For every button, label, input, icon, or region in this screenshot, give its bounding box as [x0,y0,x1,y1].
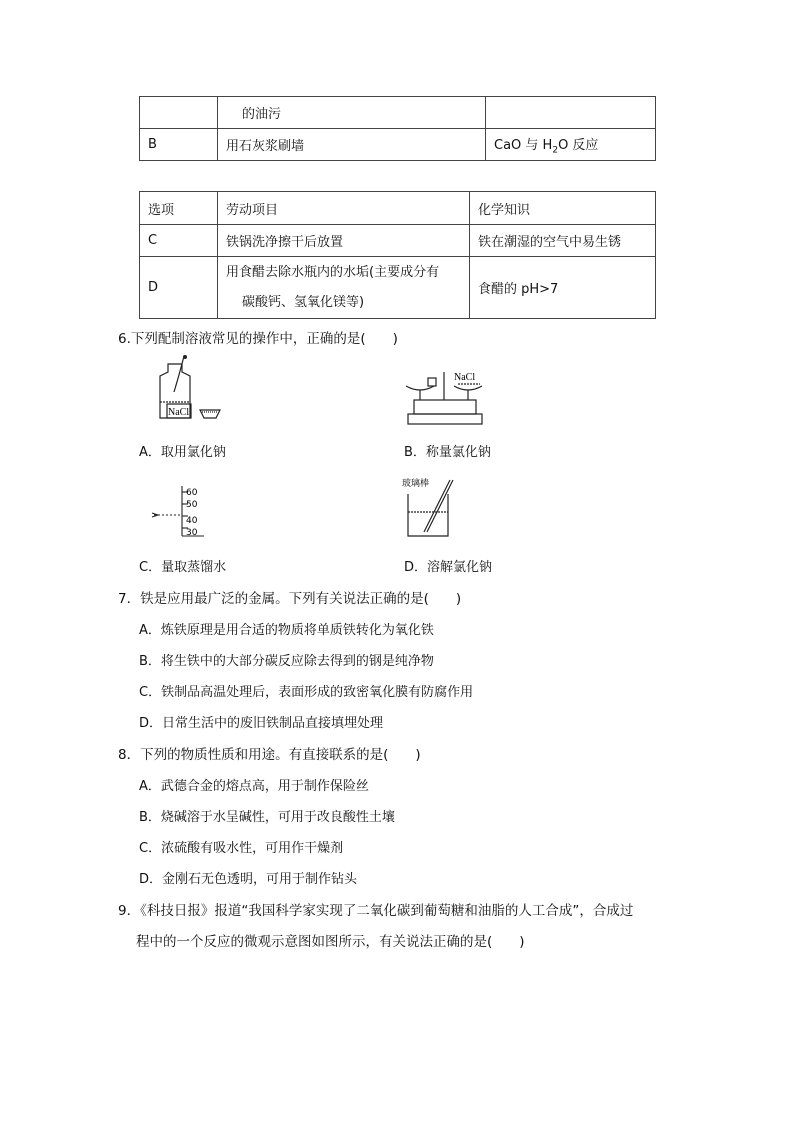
cell-task [218,257,470,319]
table-bottom [139,191,656,319]
q7-option-c: C．铁制品高温处理后，表面形成的致密氧化膜有防腐作用 [139,685,474,700]
caption-a: A．取用氯化钠 [139,445,226,460]
table-row [140,257,656,319]
q8-option-b: B．烧碱溶于水呈碱性，可用于改良酸性土壤 [139,810,395,825]
q7-option-a: A．炼铁原理是用合适的物质将单质铁转化为氧化铁 [139,623,434,638]
q8-option-d: D．金刚石无色透明，可用于制作钻头 [139,872,358,887]
subscript: 2 [552,145,559,156]
q9-stem-line2: 程中的一个反应的微观示意图如图所示，有关说法正确的是( ) [136,934,525,950]
task-line: 碳酸钙、氢氧化镁等) [242,294,365,310]
cell-knowledge: 铁在潮湿的空气中易生锈 [470,225,656,257]
cell-task: 的油污 [218,97,486,129]
q8-stem: 8．下列的物质性质和用途。有直接联系的是( ) [118,747,421,763]
figure-d-label: 玻璃棒 [402,479,430,489]
q7-option-d: D．日常生活中的废旧铁制品直接填埋处理 [139,716,384,731]
task-line: 用食醋去除水瓶内的水垢(主要成分有 [226,264,440,280]
table-row [140,97,656,129]
figure-b-balance [400,366,496,428]
cell-option [140,97,218,129]
cell-option: D [140,257,218,319]
table-row [140,129,656,161]
header-knowledge: 化学知识 [470,192,656,225]
caption-c: C．量取蒸馏水 [139,560,227,575]
tick-label: 50 [186,500,198,510]
table-header-row [140,192,656,225]
header-option: 选项 [140,192,218,225]
knowledge-text: CaO 与 H [494,137,553,153]
cell-task: 铁锅洗净擦干后放置 [218,225,470,257]
table-row [140,225,656,257]
cell-option: B [140,129,218,161]
figure-b-label: NaCl [454,372,476,383]
tick-label: 30 [186,528,198,538]
caption-d: D．溶解氯化钠 [404,560,493,575]
q6-stem: 6.下列配制溶液常见的操作中，正确的是( ) [118,331,398,347]
caption-b: B．称量氯化钠 [404,445,491,460]
knowledge-text: O 反应 [558,137,599,153]
header-task: 劳动项目 [218,192,470,225]
cell-task: 用石灰浆刷墙 [218,129,486,161]
cell-knowledge: 食醋的 pH>7 [470,257,656,319]
figure-c-cylinder [148,484,218,540]
q7-option-b: B．将生铁中的大部分碳反应除去得到的钢是纯净物 [139,654,434,669]
cell-option: C [140,225,218,257]
figure-a-label: NaCl [168,407,190,418]
q9-stem-line1: 9．《科技日报》报道“我国科学家实现了二氧化碳到葡萄糖和油脂的人工合成”，合成过 [118,903,634,919]
q8-option-a: A．武德合金的熔点高，用于制作保险丝 [139,779,369,794]
table-top [139,96,656,161]
tick-label: 40 [186,516,198,526]
q8-option-c: C．浓硫酸有吸水性，可用作干燥剂 [139,841,344,856]
cell-knowledge [486,97,656,129]
figure-d-beaker [400,470,480,542]
cell-knowledge [486,129,656,161]
tick-label: 60 [186,488,198,498]
figure-a-bottle [150,352,230,424]
q7-stem: 7．铁是应用最广泛的金属。下列有关说法正确的是( ) [118,591,462,607]
